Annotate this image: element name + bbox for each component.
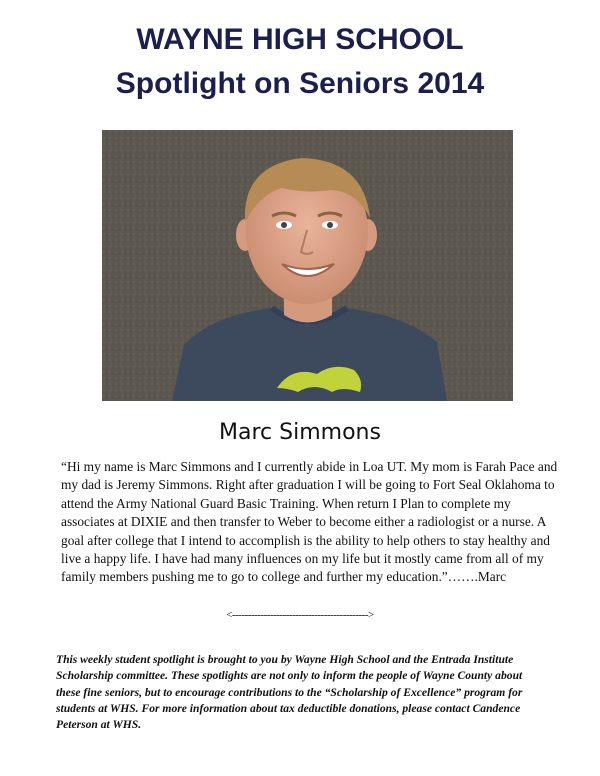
section-divider: <-------------------------------------------> [226,609,374,621]
student-bio: “Hi my name is Marc Simmons and I currently abide in Loa UT. My mom is Farah Pace and my dad is Jeremy Simmons. Right after graduation I will be going to Fort Seal Oklahoma to attend the Army National Guard Basic Training. When return I Plan to complete my associates at DIXIE and then transfer to Weber to become either a radiologist or a nurse. A goal after college that I intend to accomplish is the ability to help others to stay healthy and live a happy life. I have had many influences on my life but it mostly came from all of my family members pushing me to go to college and further my education.”…….Marc [61,459,558,585]
portrait-illustration [102,130,513,401]
school-title: WAYNE HIGH SCHOOL [136,23,464,56]
spotlight-title: Spotlight on Seniors 2014 [115,67,485,100]
footer-note: This weekly student spotlight is brought to you by Wayne High School and the Entrada Institute Scholarship committee. These spotlights are not only to inform the people of Wayne County about these fine seniors, but to encourage contributions to the “Scholarship of Excellence” program for students at WHS. For more information about tax deductible donations, please contact Candence Peterson at WHS. [56,653,523,732]
student-name: Marc Simmons [219,420,381,445]
student-photo [102,130,513,401]
